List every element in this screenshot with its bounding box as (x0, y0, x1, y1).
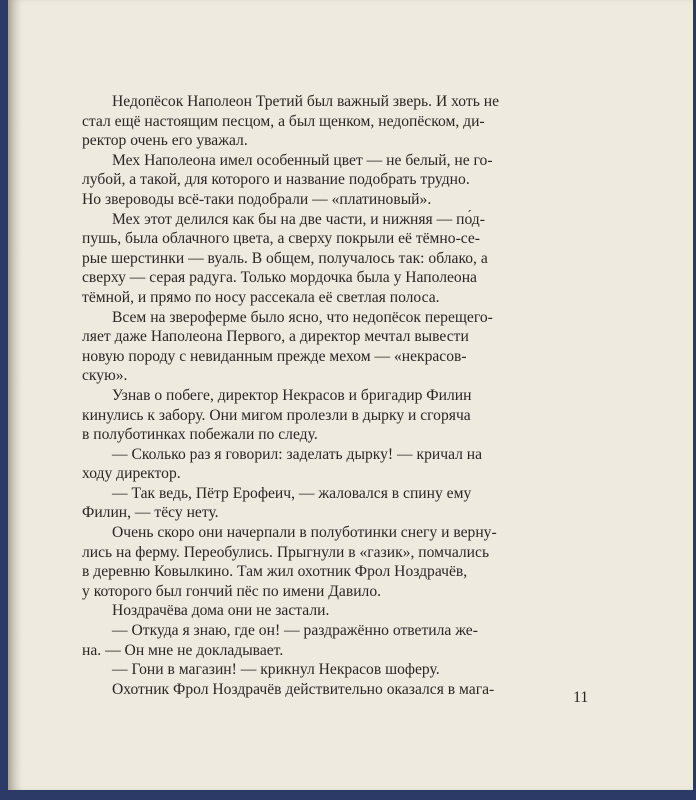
text-line: новую породу с невиданным прежде мехом — «некрасов- (82, 347, 467, 365)
text-line: — Так ведь, Пётр Ерофеич, — жаловался в спину ему (112, 484, 472, 502)
text-line: рые шерстинки — вуаль. В общем, получалось так: облако, а (82, 249, 488, 267)
spine-shadow (8, 0, 22, 790)
text-line: Но звероводы всё-таки подобрали — «платиновый». (82, 190, 432, 208)
text-line: пушь, была облачного цвета, а сверху покрыли её тёмно-се- (82, 230, 480, 248)
text-line: Очень скоро они начерпали в полуботинки снегу и верну- (112, 524, 497, 542)
text-line: у которого был гончий пёс по имени Давило. (82, 582, 382, 600)
text-line: Мех этот делился как бы на две части, и нижняя — по́д- (112, 210, 485, 228)
text-line: Охотник Фрол Ноздрачёв действительно оказался в мага- (112, 680, 495, 698)
text-line: скую». (82, 367, 128, 385)
text-line: на. — Он мне не докладывает. (82, 641, 284, 659)
text-line: — Гони в магазин! — крикнул Некрасов шоферу. (112, 661, 440, 679)
text-line: Всем на звероферме было ясно, что недопёсок перещего- (112, 308, 493, 326)
text-line: в деревню Ковылкино. Там жил охотник Фрол Ноздрачёв, (82, 563, 468, 581)
text-line: кинулись к забору. Они мигом пролезли в дырку и сгоряча (82, 406, 471, 424)
text-line: лубой, а такой, для которого и название подобрать трудно. (82, 171, 470, 189)
page-text (82, 92, 602, 699)
text-line: стал ещё настоящим песцом, а был щенком, недопёском, ди- (82, 112, 485, 130)
text-line: Филин, — тёсу нету. (82, 504, 219, 522)
text-line: тёмной, и прямо по носу рассекала её светлая полоса. (82, 288, 440, 306)
page-number: 11 (573, 689, 589, 706)
text-line: Ноздрачёва дома они не застали. (112, 602, 330, 620)
text-line: сверху — серая радуга. Только мордочка была у Наполеона (82, 269, 477, 287)
text-line: Мех Наполеона имел особенный цвет — не белый, не го- (112, 151, 493, 169)
text-line: ходу директор. (82, 465, 181, 483)
text-line: ректор очень его уважал. (82, 132, 248, 150)
text-line: в полуботинках побежали по следу. (82, 426, 318, 444)
text-line: ляет даже Наполеона Первого, а директор мечтал вывести (82, 328, 469, 346)
text-line: Узнав о побеге, директор Некрасов и бригадир Филин (112, 386, 472, 404)
text-line: — Сколько раз я говорил: заделать дырку! — кричал на (112, 445, 483, 463)
text-line: — Откуда я знаю, где он! — раздражённо ответила же- (112, 622, 478, 640)
text-line: Недопёсок Наполеон Третий был важный зверь. И хоть не (112, 93, 499, 110)
text-line: лись на ферму. Переобулись. Прыгнули в «газик», помчались (82, 543, 490, 561)
